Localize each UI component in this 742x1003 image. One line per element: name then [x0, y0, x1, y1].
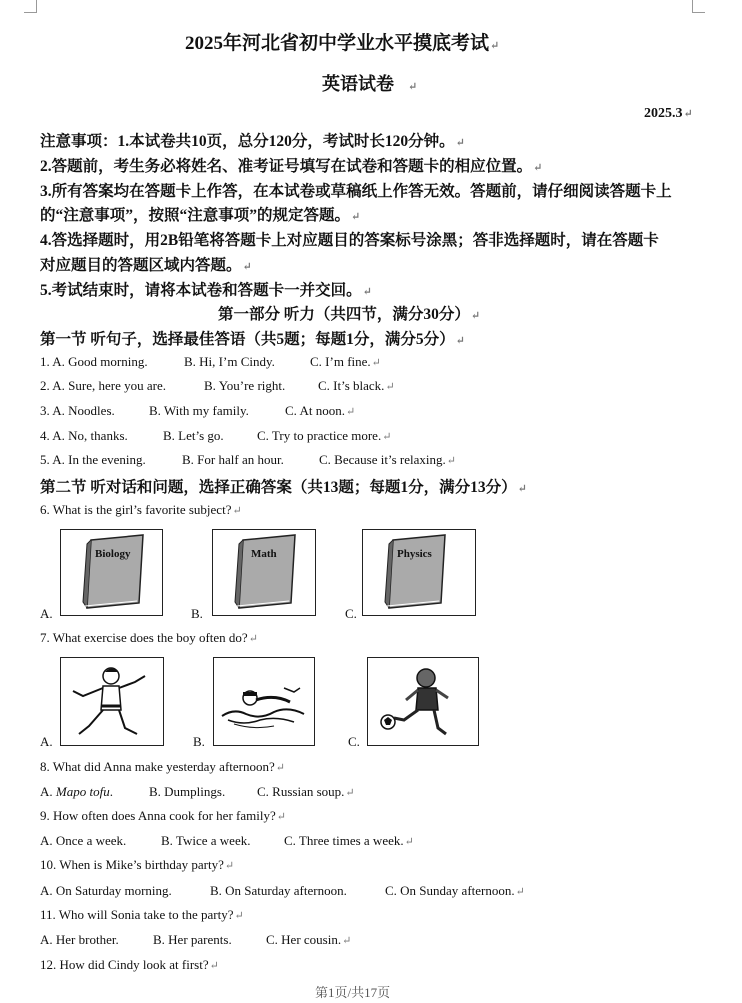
q6-book-label-a: Biology: [95, 548, 131, 560]
q7-letter-b: B.: [193, 734, 205, 749]
q4-option-b: B. Let’s go.: [163, 428, 224, 443]
q7-picture-football: [367, 657, 479, 746]
q2-option-b: B. You’re right.: [204, 378, 286, 393]
q6-book-label-b: Math: [251, 548, 277, 560]
q10-option-b: B. On Saturday afternoon.: [210, 883, 347, 898]
question-8: 8. What did Anna make yesterday afternoon?↵: [40, 759, 285, 774]
corner-mark-right: [692, 0, 705, 13]
page-footer: 第1页/共17页: [315, 985, 391, 1000]
q9-option-c: C. Three times a week.↵: [284, 833, 414, 848]
q7-letter-c: C.: [348, 734, 360, 749]
q6-picture-b: [212, 529, 316, 616]
q11-option-b: B. Her parents.: [153, 932, 232, 947]
question-11: 11. Who will Sonia take to the party?↵: [40, 907, 244, 922]
exam-title: 2025年河北省初中学业水平摸底考试↵: [185, 33, 500, 54]
q4-option-a: 4. A. No, thanks.: [40, 428, 128, 443]
q9-option-a: A. Once a week.: [40, 833, 127, 848]
q6-book-label-c: Physics: [397, 548, 432, 560]
note-line-6: 对应题目的答题区域内答题。↵: [40, 257, 252, 274]
q8-option-a: A. Mapo tofu.: [40, 784, 113, 799]
question-10: 10. When is Mike’s birthday party?↵: [40, 857, 235, 872]
q2-option-c: C. It’s black.↵: [318, 378, 395, 393]
q11-option-a: A. Her brother.: [40, 932, 119, 947]
q1-option-b: B. Hi, I’m Cindy.: [184, 354, 275, 369]
q6-letter-c: C.: [345, 606, 357, 621]
q11-option-c: C. Her cousin.↵: [266, 932, 352, 947]
q2-option-a: 2. A. Sure, here you are.: [40, 378, 166, 393]
note-line-5: 4.答选择题时，用2B铅笔将答题卡上对应题目的答案标号涂黑；答非选择题时，请在答题卡: [40, 232, 659, 249]
q7-picture-swimming: [213, 657, 315, 746]
q3-option-c: C. At noon.↵: [285, 403, 356, 418]
question-12: 12. How did Cindy look at first?↵: [40, 957, 219, 972]
q10-option-c: C. On Sunday afternoon.↵: [385, 883, 525, 898]
q3-option-a: 3. A. Noodles.: [40, 403, 115, 418]
q4-option-c: C. Try to practice more.↵: [257, 428, 392, 443]
q6-letter-b: B.: [191, 606, 203, 621]
note-line-7: 5.考试结束时，请将本试卷和答题卡一并交回。↵: [40, 282, 372, 299]
q1-option-c: C. I’m fine.↵: [310, 354, 381, 369]
q8-option-b: B. Dumplings.: [149, 784, 226, 799]
note-line-4: 的“注意事项”，按照“注意事项”的规定答题。↵: [40, 207, 361, 224]
q6-picture-c: [362, 529, 476, 616]
question-6: 6. What is the girl’s favorite subject?↵: [40, 502, 242, 517]
q7-picture-taichi: [60, 657, 164, 746]
note-line-3: 3.所有答案均在答题卡上作答，在本试卷或草稿纸上作答无效。答题前，请仔细阅读答题卡上: [40, 183, 672, 200]
q6-letter-a: A.: [40, 606, 53, 621]
q8-option-c: C. Russian soup.↵: [257, 784, 355, 799]
corner-mark-left: [24, 0, 37, 13]
exam-date: 2025.3↵: [644, 106, 693, 121]
note-line-1: 注意事项：1.本试卷共10页，总分120分，考试时长120分钟。↵: [40, 133, 465, 150]
note-line-2: 2.答题前，考生务必将姓名、准考证号填写在试卷和答题卡的相应位置。↵: [40, 158, 543, 175]
q5-option-c: C. Because it’s relaxing.↵: [319, 452, 456, 467]
q9-option-b: B. Twice a week.: [161, 833, 251, 848]
q5-option-a: 5. A. In the evening.: [40, 452, 146, 467]
q6-picture-a: [60, 529, 163, 616]
q3-option-b: B. With my family.: [149, 403, 249, 418]
section2-heading: 第二节 听对话和问题，选择正确答案（共13题；每题1分，满分13分）↵: [40, 479, 527, 496]
section1-heading: 第一节 听句子，选择最佳答语（共5题；每题1分，满分5分）↵: [40, 331, 465, 348]
q1-option-a: 1. A. Good morning.: [40, 354, 148, 369]
q5-option-b: B. For half an hour.: [182, 452, 284, 467]
question-9: 9. How often does Anna cook for her family?↵: [40, 808, 286, 823]
exam-subtitle: 英语试卷 ↵: [322, 74, 418, 94]
part1-heading: 第一部分 听力（共四节，满分30分）↵: [218, 306, 481, 323]
q10-option-a: A. On Saturday morning.: [40, 883, 172, 898]
q7-letter-a: A.: [40, 734, 53, 749]
question-7: 7. What exercise does the boy often do?↵: [40, 630, 258, 645]
